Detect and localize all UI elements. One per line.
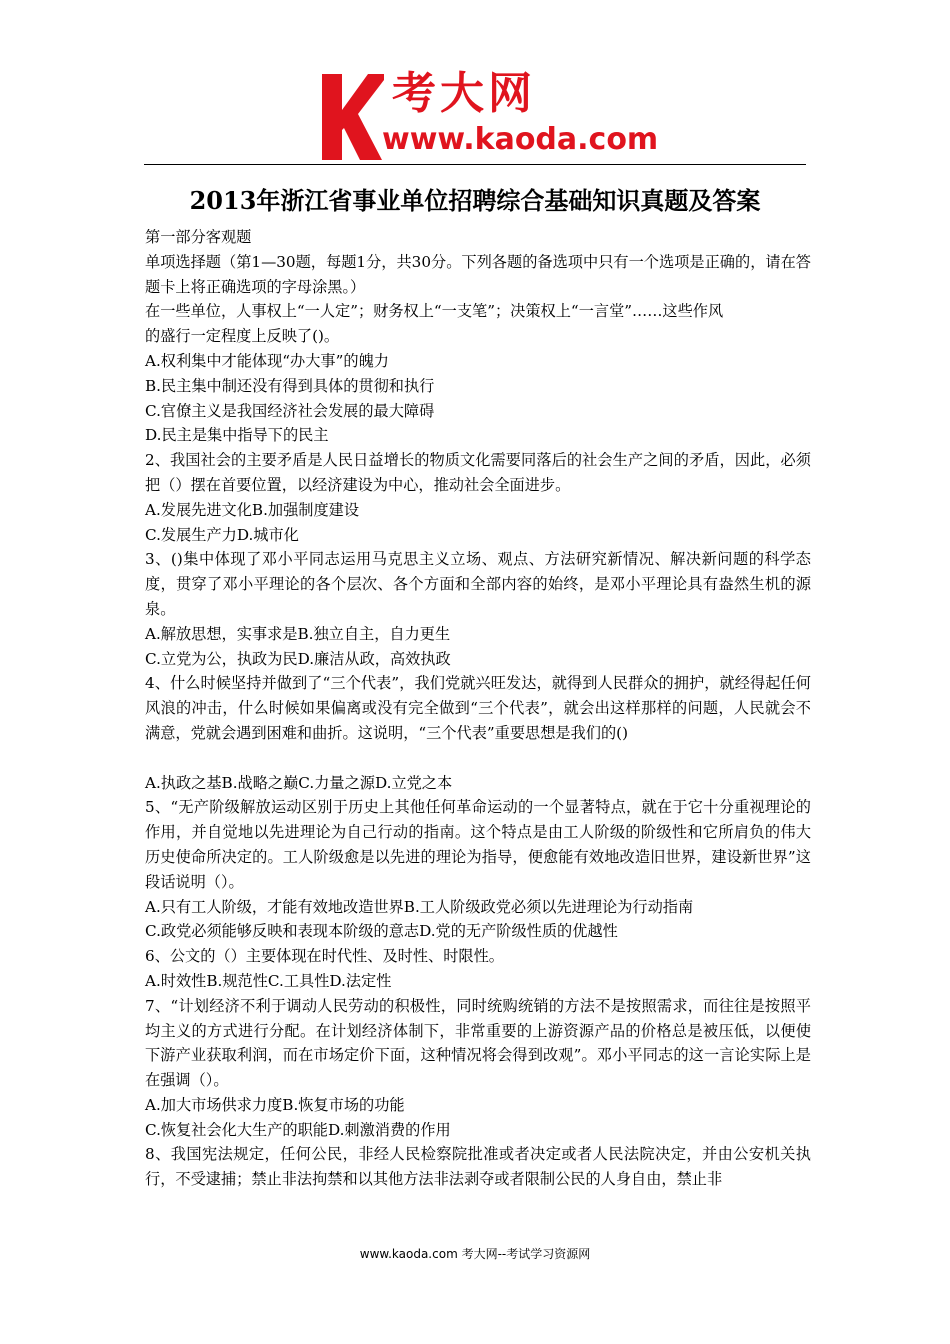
document-title: 2013年浙江省事业单位招聘综合基础知识真题及答案: [189, 186, 761, 215]
question-3-stem: 3、()集中体现了邓小平同志运用马克思主义立场、观点、方法研究新情况、解决新问题的科学态度，贯穿了邓小平理论的各个层次、各个方面和全部内容的始终，是邓小平理论具有盎然生机的源泉。: [145, 550, 811, 618]
question-1-stem-cont: 的盛行一定程度上反映了()。: [145, 327, 340, 346]
question-5-options-ab: A.只有工人阶级，才能有效地改造世界B.工人阶级政党必须以先进理论为行动指南: [145, 897, 694, 916]
question-4-stem: 4、什么时候坚持并做到了“三个代表”，我们党就兴旺发达，就得到人民群众的拥护，就经得起任何风浪的冲击，什么时候如果偏离或没有完全做到“三个代表”，就会出这样那样的问题，人民就会不满意，党就会遇到困难和曲折。这说明，“三个代表”重要思想是我们的(): [145, 674, 811, 742]
question-7-options-cd: C.恢复社会化大生产的职能D.刺激消费的作用: [145, 1120, 451, 1139]
question-1-option-b: B.民主集中制还没有得到具体的贯彻和执行: [145, 376, 435, 395]
question-3-options-cd: C.立党为公，执政为民D.廉洁从政，高效执政: [145, 649, 451, 668]
question-1-option-d: D.民主是集中指导下的民主: [145, 426, 329, 445]
page-footer: www.kaoda.com 考大网--考试学习资源网: [359, 1247, 591, 1261]
instructions: 单项选择题（第1—30题，每题1分，共30分。下列各题的备选项中只有一个选项是正确的，请在答题卡上将正确选项的字母涂黑。）: [145, 252, 811, 296]
question-5-options-cd: C.政党必须能够反映和表现本阶级的意志D.党的无产阶级性质的优越性: [145, 922, 618, 941]
question-1-option-c: C.官僚主义是我国经济社会发展的最大障碍: [145, 401, 435, 420]
document-body: [145, 225, 811, 1192]
kaoda-logo[interactable]: [318, 68, 659, 160]
question-1-option-a: A.权利集中才能体现“办大事”的魄力: [145, 351, 389, 370]
header-divider: [144, 164, 806, 165]
question-7-options-ab: A.加大市场供求力度B.恢复市场的功能: [145, 1095, 405, 1114]
blank-line: [145, 746, 811, 771]
question-5-stem: 5、“无产阶级解放运动区别于历史上其他任何革命运动的一个显著特点，就在于它十分重视理论的作用，并自觉地以先进理论为自己行动的指南。这个特点是由工人阶级的阶级性和它所肩负的伟大历史使命所决定的。工人阶级愈是以先进的理论为指导，便愈能有效地改造旧世界，建设新世界”这段话说明（）。: [145, 798, 811, 891]
question-3-options-ab: A.解放思想，实事求是B.独立自主，自力更生: [145, 624, 451, 643]
question-8-stem: 8、我国宪法规定，任何公民，非经人民检察院批准或者决定或者人民法院决定，并由公安机关执行，不受逮捕；禁止非法拘禁和以其他方法非法剥夺或者限制公民的人身自由，禁止非: [145, 1145, 811, 1189]
question-2-options-cd: C.发展生产力D.城市化: [145, 525, 299, 544]
question-2-options-ab: A.发展先进文化B.加强制度建设: [145, 500, 360, 519]
logo-url: www.kaoda.com: [382, 122, 659, 157]
section-heading: 第一部分客观题: [145, 228, 252, 246]
question-7-stem: 7、“计划经济不利于调动人民劳动的积极性，同时统购统销的方法不是按照需求，而往往是按照平均主义的方式进行分配。在计划经济体制下，非常重要的上游资源产品的价格总是被压低，以便使下游产业获取利润，而在市场定价下面，这种情况将会得到改观”。邓小平同志的这一言论实际上是在强调（）。: [145, 996, 811, 1090]
k-logo-icon: [318, 74, 384, 160]
question-1-stem: 在一些单位，人事权上“一人定”；财务权上“一支笔”；决策权上“一言堂”……这些作风: [145, 302, 724, 321]
question-6-options: A.时效性B.规范性C.工具性D.法定性: [145, 971, 392, 990]
logo-name: 考大网: [392, 68, 536, 119]
question-4-options: A.执政之基B.战略之巅C.力量之源D.立党之本: [145, 773, 453, 792]
question-6-stem: 6、公文的（）主要体现在时代性、及时性、时限性。: [145, 947, 504, 966]
question-2-stem: 2、我国社会的主要矛盾是人民日益增长的物质文化需要同落后的社会生产之间的矛盾，因此，必须把（）摆在首要位置，以经济建设为中心，推动社会全面进步。: [145, 451, 811, 494]
